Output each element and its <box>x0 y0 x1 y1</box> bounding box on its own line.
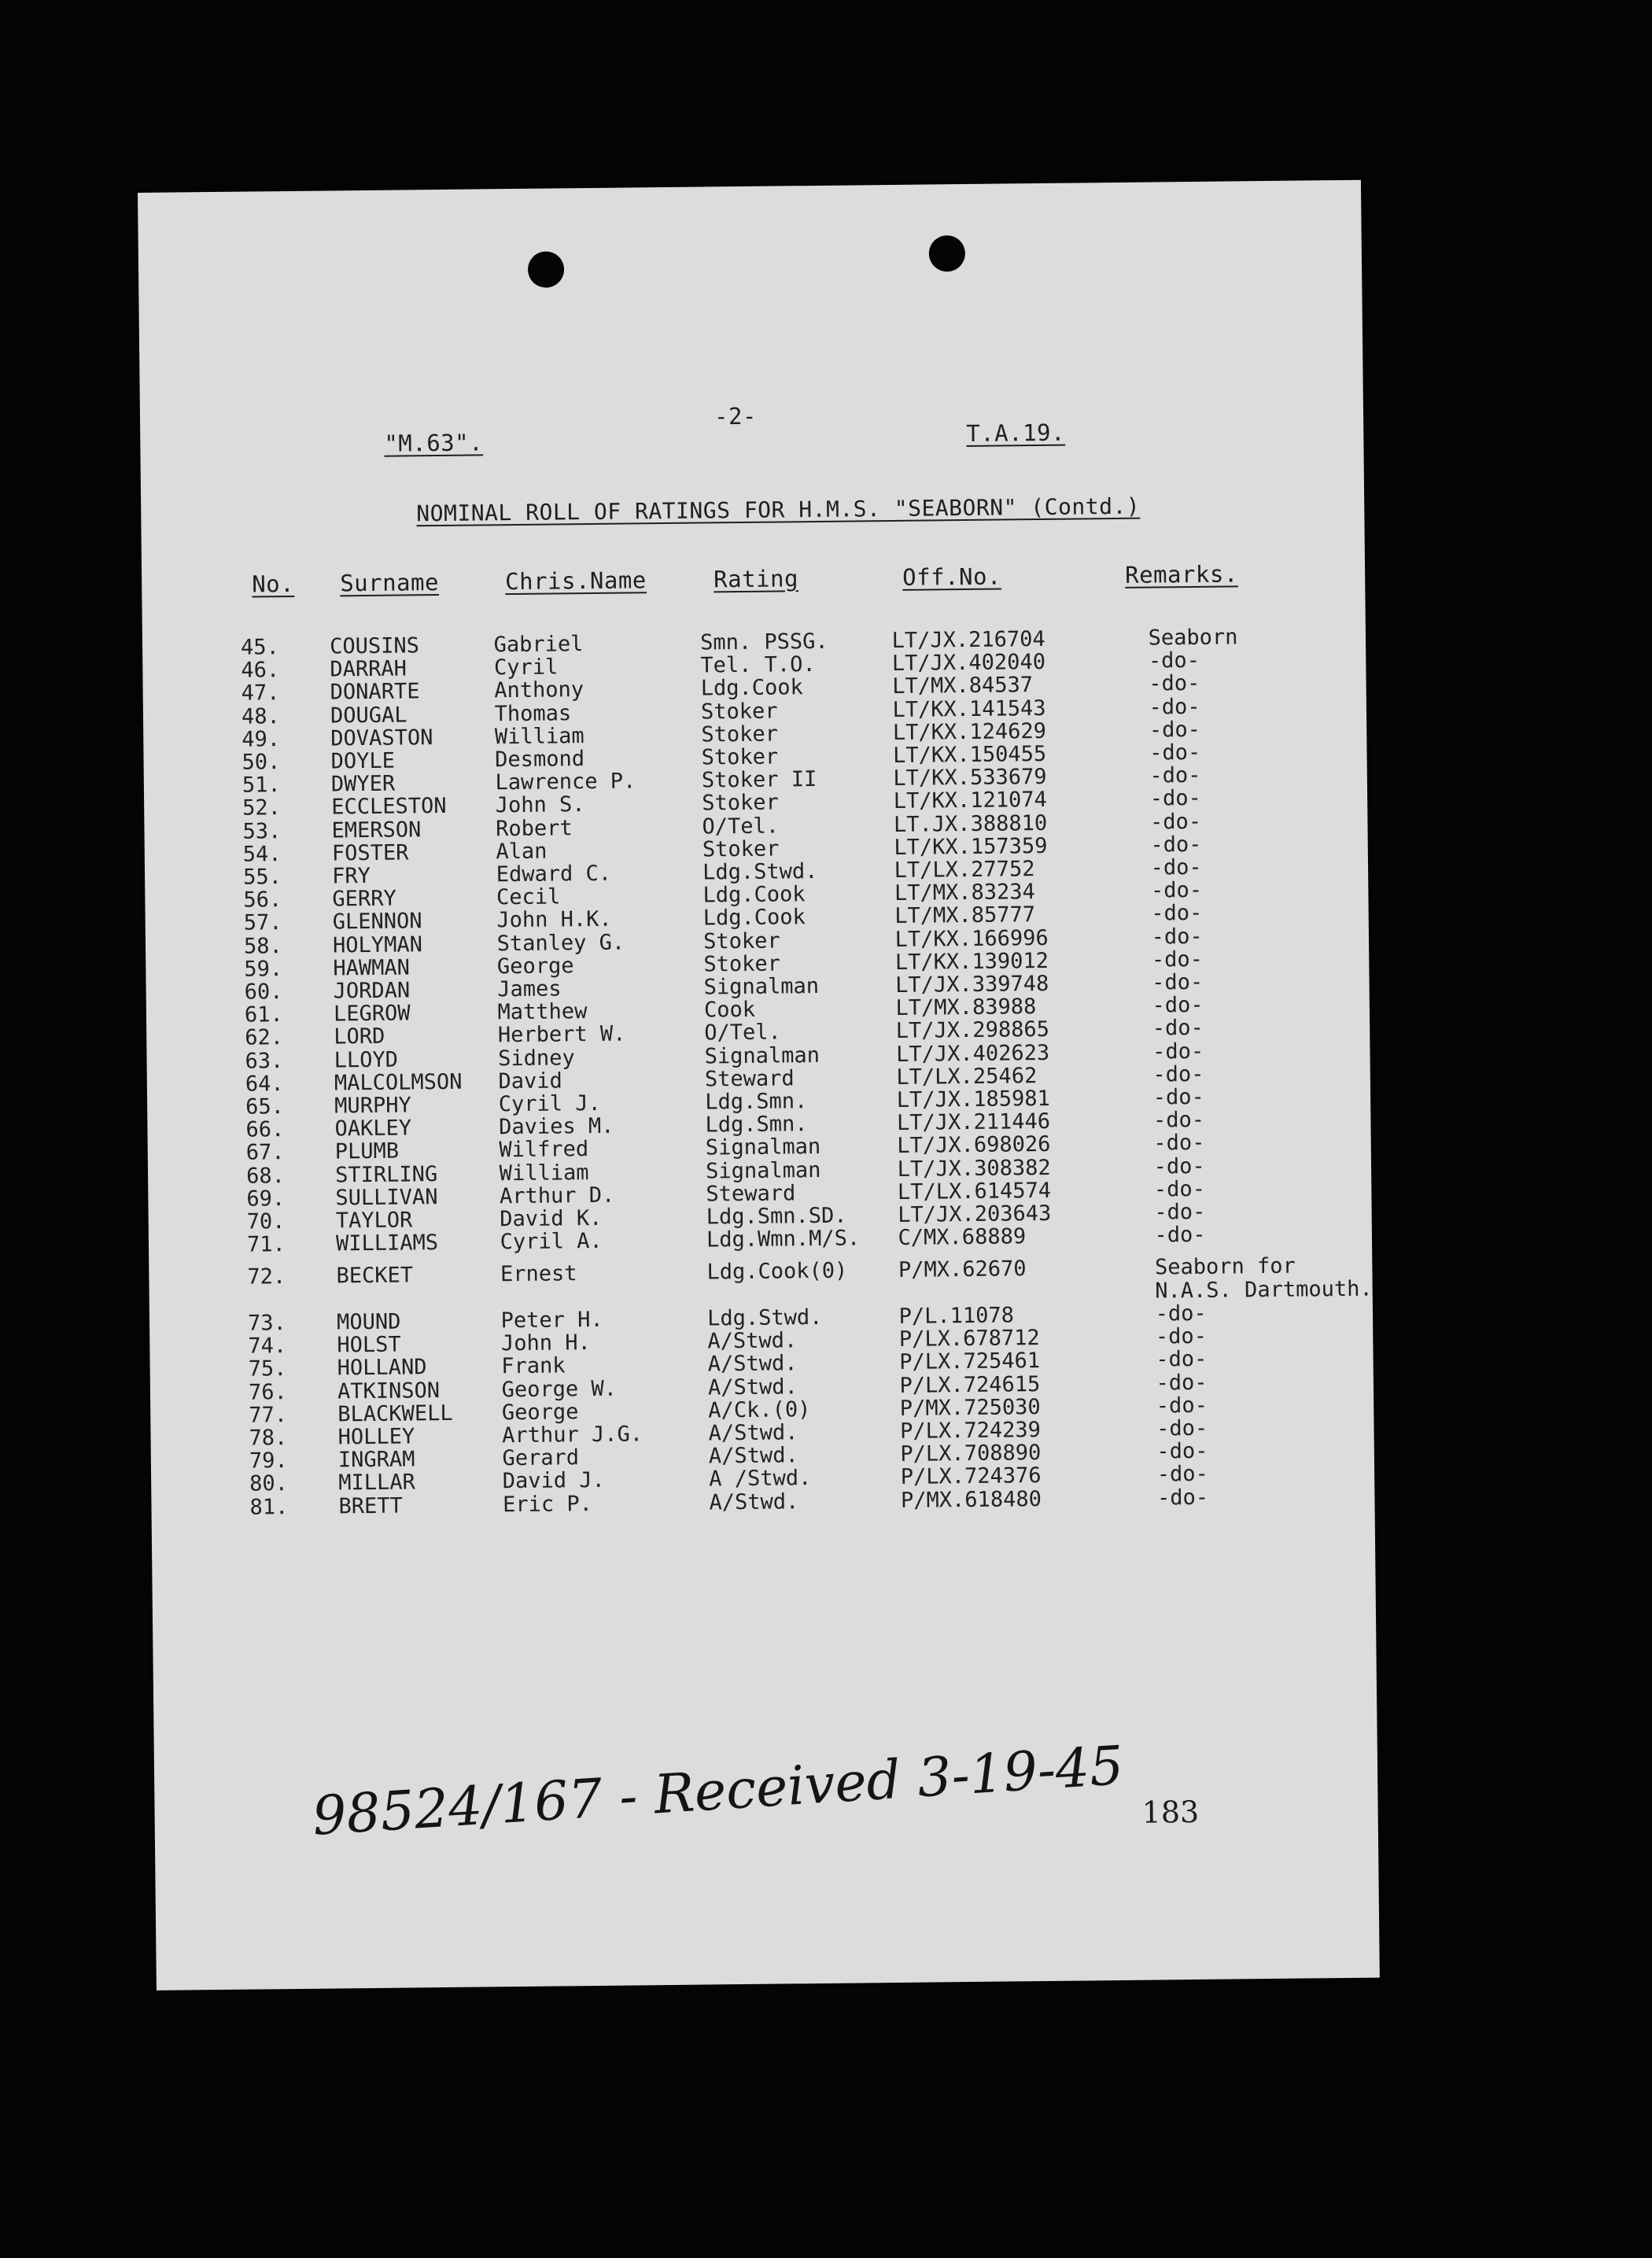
cell-chris: Cyril J. <box>498 1090 602 1117</box>
cell-surname: HOLST <box>337 1332 401 1358</box>
cell-no: 63. <box>245 1048 284 1074</box>
cell-rating: Stoker <box>700 699 778 725</box>
cell-chris: Sidney <box>498 1045 575 1071</box>
column-header-off-no: Off.No. <box>902 563 1002 591</box>
cell-surname: BRETT <box>338 1493 403 1518</box>
cell-chris: James <box>497 976 562 1002</box>
cell-chris: Cyril <box>493 655 559 681</box>
cell-no: 65. <box>245 1094 285 1120</box>
cell-off: LT/JX.339748 <box>895 971 1049 998</box>
cell-chris: Lawrence P. <box>495 769 636 795</box>
cell-off: P/MX.725030 <box>899 1394 1041 1421</box>
cell-off: LT/MX.83234 <box>894 880 1035 906</box>
cell-rating: Ldg.Cook(0) <box>706 1259 848 1285</box>
cell-off: LT/KX.157359 <box>894 833 1048 860</box>
cell-remarks: -do- <box>1149 694 1200 720</box>
cell-off: LT/JX.402040 <box>891 650 1046 677</box>
cell-remarks: -do- <box>1156 1462 1208 1487</box>
cell-rating: Ldg.Wmn.M/S. <box>706 1226 861 1253</box>
cell-no: 49. <box>242 726 281 752</box>
cell-rating: Signalman <box>703 974 820 1000</box>
cell-remarks: -do- <box>1156 1370 1208 1396</box>
cell-no: 54. <box>242 841 282 867</box>
cell-chris: David K. <box>500 1205 603 1232</box>
cell-surname: DWYER <box>330 771 396 797</box>
cell-off: LT/MX.85777 <box>894 902 1036 929</box>
cell-no: 47. <box>241 681 280 707</box>
cell-chris: Anthony <box>494 677 584 703</box>
cell-remarks: -do- <box>1155 1301 1207 1326</box>
cell-no: 68. <box>245 1163 286 1189</box>
cell-off: P/LX.724239 <box>899 1417 1042 1444</box>
cell-rating: Signalman <box>705 1157 821 1184</box>
cell-chris: John H. <box>500 1330 591 1356</box>
cell-surname: JORDAN <box>333 978 411 1004</box>
cell-chris: Robert <box>495 815 573 841</box>
cell-rating: A/Stwd. <box>708 1420 798 1446</box>
cell-surname: FRY <box>331 863 371 889</box>
cell-rating: Ldg.Stwd. <box>702 859 818 885</box>
cell-surname: DARRAH <box>330 656 407 682</box>
cell-remarks: -do- <box>1149 740 1201 766</box>
cell-no: 69. <box>246 1186 286 1212</box>
cell-surname: ECCLESTON <box>331 794 447 820</box>
cell-surname: LEGROW <box>333 1001 411 1027</box>
cell-off: LT/JX.308382 <box>897 1155 1051 1182</box>
cell-rating: Ldg.Smn. <box>705 1112 808 1138</box>
cell-surname: DOYLE <box>330 748 396 774</box>
cell-off: P/LX.678712 <box>898 1326 1040 1352</box>
cell-chris: Edward C. <box>496 861 612 887</box>
cell-rating: Stoker <box>703 951 781 977</box>
cell-off: LT/KX.124629 <box>892 718 1047 745</box>
cell-surname: GLENNON <box>332 909 422 935</box>
cell-chris: Gerard <box>502 1445 580 1471</box>
cell-remarks: -do- <box>1153 1131 1205 1157</box>
cell-remarks: -do- <box>1149 671 1200 696</box>
cell-remarks: -do- <box>1154 1199 1206 1225</box>
cell-remarks: -do- <box>1148 648 1200 673</box>
cell-chris: Alan <box>496 839 548 865</box>
cell-no: 77. <box>249 1402 288 1428</box>
cell-rating: Ldg.Cook <box>702 905 806 931</box>
cell-chris: George W. <box>501 1376 618 1402</box>
cell-surname: HAWMAN <box>333 955 411 981</box>
cell-remarks: -do- <box>1150 854 1202 880</box>
cell-chris: David <box>498 1068 562 1094</box>
cell-chris: Cyril A. <box>500 1229 603 1255</box>
cell-off: LT/KX.533679 <box>893 765 1047 791</box>
cell-off: LT/KX.150455 <box>892 741 1047 768</box>
cell-remarks-continued: N.A.S. Dartmouth. <box>1155 1276 1373 1304</box>
cell-rating: A/Stwd. <box>709 1489 799 1515</box>
cell-off: LT/LX.27752 <box>894 857 1035 884</box>
cell-no: 55. <box>242 865 282 890</box>
cell-no: 61. <box>244 1002 283 1028</box>
cell-no: 53. <box>242 818 282 844</box>
cell-surname: INGRAM <box>337 1447 415 1473</box>
cell-chris: Davies M. <box>498 1113 614 1140</box>
cell-surname: SULLIVAN <box>335 1184 438 1211</box>
handwritten-received-note: 98524/167 - Received 3-19-45 <box>310 1735 1126 1848</box>
cell-remarks: -do- <box>1150 832 1202 858</box>
cell-surname: MALCOLMSON <box>334 1069 463 1096</box>
cell-remarks: -do- <box>1152 969 1204 995</box>
cell-rating: A/Stwd. <box>707 1328 798 1354</box>
cell-chris: John S. <box>495 792 585 818</box>
cell-surname: ATKINSON <box>337 1378 441 1404</box>
cell-off: LT/JX.698026 <box>897 1132 1051 1159</box>
cell-chris: Stanley G. <box>496 930 625 956</box>
cell-chris: Cecil <box>496 884 561 910</box>
cell-no: 58. <box>243 933 282 959</box>
cell-no: 67. <box>245 1140 285 1166</box>
cell-chris: Ernest <box>500 1261 577 1287</box>
cell-no: 66. <box>245 1117 285 1142</box>
cell-rating: O/Tel. <box>704 1020 782 1046</box>
cell-chris: George <box>496 954 574 980</box>
cell-no: 70. <box>246 1209 286 1234</box>
cell-rating: Tel. T.O. <box>700 652 816 678</box>
column-header-no: No. <box>252 570 295 598</box>
cell-rating: O/Tel. <box>702 814 780 839</box>
column-header-remarks: Remarks. <box>1124 560 1239 588</box>
cell-no: 64. <box>245 1071 284 1097</box>
cell-surname: OAKLEY <box>334 1116 412 1142</box>
cell-chris: Herbert W. <box>497 1022 626 1048</box>
cell-rating: Signalman <box>705 1135 821 1160</box>
cell-surname: DOVASTON <box>330 725 433 751</box>
cell-off: LT/JX.185981 <box>896 1086 1050 1113</box>
cell-no: 56. <box>243 887 282 913</box>
page-number: 183 <box>1141 1794 1200 1830</box>
cell-chris: George <box>501 1399 579 1425</box>
cell-surname: WILLIAMS <box>335 1230 439 1256</box>
cell-surname: BECKET <box>336 1263 414 1289</box>
cell-chris: Wilfred <box>499 1137 589 1163</box>
cell-remarks: -do- <box>1152 1016 1204 1042</box>
nominal-roll-table <box>241 625 1375 1519</box>
cell-remarks: -do- <box>1156 1415 1208 1441</box>
cell-remarks: -do- <box>1149 786 1201 811</box>
cell-no: 76. <box>248 1379 287 1405</box>
cell-off: P/LX.724615 <box>899 1371 1041 1398</box>
cell-no: 57. <box>243 910 282 936</box>
cell-chris: Matthew <box>497 999 588 1025</box>
cell-remarks: -do- <box>1152 1061 1204 1087</box>
cell-surname: LLOYD <box>334 1047 399 1073</box>
cell-no: 62. <box>245 1025 284 1051</box>
cell-off: P/MX.62670 <box>898 1256 1027 1283</box>
document-page <box>138 180 1380 1991</box>
cell-off: P/LX.724376 <box>900 1463 1042 1490</box>
cell-no: 45. <box>240 635 280 660</box>
nominal-roll-body <box>241 625 1375 1519</box>
cell-off: P/LX.708890 <box>900 1441 1042 1467</box>
cell-rating: Ldg.Cook <box>700 675 803 701</box>
cell-rating: A/Stwd. <box>707 1351 798 1377</box>
cell-chris: Gabriel <box>493 632 584 658</box>
cell-chris: William <box>494 723 584 750</box>
cell-surname: MILLAR <box>338 1470 415 1496</box>
cell-off: LT/LX.25462 <box>896 1063 1038 1090</box>
document-title: NOMINAL ROLL OF RATINGS FOR H.M.S. "SEABORN" (Contd.) <box>416 493 1141 527</box>
cell-chris: Thomas <box>494 700 572 726</box>
cell-off: LT/MX.83988 <box>895 994 1037 1021</box>
cell-remarks: -do- <box>1156 1393 1208 1419</box>
cell-no: 46. <box>241 658 280 683</box>
cell-rating: Steward <box>704 1066 795 1092</box>
punch-hole-left <box>528 251 564 287</box>
cell-surname: TAYLOR <box>335 1208 413 1234</box>
cell-rating: Stoker <box>702 836 780 862</box>
cell-remarks: -do- <box>1149 809 1202 835</box>
cell-rating: Steward <box>706 1181 796 1207</box>
cell-no: 81. <box>249 1494 289 1520</box>
cell-rating: Stoker <box>702 790 779 816</box>
cell-remarks: Seaborn <box>1148 625 1238 651</box>
cell-off: LT/JX.216704 <box>891 626 1045 653</box>
cell-rating: Stoker <box>702 928 780 954</box>
cell-rating: A/Ck.(0) <box>708 1396 811 1423</box>
cell-chris: William <box>499 1160 589 1186</box>
cell-surname: LORD <box>334 1024 385 1050</box>
cell-remarks: -do- <box>1152 1108 1205 1133</box>
cell-chris: Arthur J.G. <box>502 1422 643 1448</box>
cell-off: LT/KX.139012 <box>894 948 1049 975</box>
cell-no: 79. <box>249 1448 288 1474</box>
cell-off: C/MX.68889 <box>898 1224 1027 1251</box>
cell-off: P/LX.725461 <box>899 1349 1041 1375</box>
cell-surname: GERRY <box>332 886 396 912</box>
cell-chris: Desmond <box>495 747 585 773</box>
cell-remarks: -do- <box>1153 1153 1205 1179</box>
cell-remarks: -do- <box>1153 1176 1206 1202</box>
cell-remarks: -do- <box>1152 1084 1204 1110</box>
cell-remarks: -do- <box>1149 717 1201 743</box>
cell-no: 75. <box>248 1356 287 1382</box>
cell-no: 51. <box>242 773 281 798</box>
cell-remarks: Seaborn for <box>1154 1254 1296 1281</box>
cell-no: 60. <box>244 980 283 1005</box>
right-reference: T.A.19. <box>966 419 1066 447</box>
cell-rating: Stoker <box>701 721 779 747</box>
cell-chris: Peter H. <box>500 1307 603 1334</box>
cell-no: 72. <box>247 1264 286 1290</box>
cell-rating: A/Stwd. <box>707 1374 798 1400</box>
cell-off: LT/KX.141543 <box>892 695 1046 722</box>
cell-surname: STIRLING <box>334 1161 438 1188</box>
cell-chris: Eric P. <box>502 1491 593 1517</box>
cell-surname: MOUND <box>336 1309 401 1335</box>
cell-surname: DONARTE <box>330 679 420 705</box>
cell-surname: BLACKWELL <box>337 1400 453 1427</box>
cell-surname: FOSTER <box>331 840 409 866</box>
cell-off: LT/JX.402623 <box>895 1040 1050 1067</box>
cell-surname: HOLLEY <box>337 1424 415 1450</box>
cell-remarks: -do- <box>1156 1347 1208 1372</box>
cell-remarks: -do- <box>1150 878 1203 903</box>
cell-chris: David J. <box>502 1468 606 1494</box>
column-header-chris-name: Chris.Name <box>505 566 647 596</box>
cell-rating: Cook <box>703 998 756 1023</box>
cell-off: LT/JX.211446 <box>896 1109 1051 1136</box>
cell-no: 78. <box>249 1426 288 1451</box>
cell-chris: Frank <box>501 1353 566 1379</box>
cell-no: 80. <box>249 1471 289 1496</box>
column-header-rating: Rating <box>714 565 799 593</box>
cell-remarks: -do- <box>1152 1039 1204 1064</box>
cell-off: P/L.11078 <box>898 1303 1015 1329</box>
cell-surname: PLUMB <box>334 1139 400 1164</box>
cell-remarks: -do- <box>1151 924 1203 950</box>
cell-chris: John H.K. <box>496 907 612 933</box>
left-reference: "M.63". <box>384 429 484 457</box>
cell-remarks: -do- <box>1156 1438 1208 1464</box>
cell-surname: COUSINS <box>329 633 420 659</box>
cell-rating: Smn. PSSG. <box>699 629 828 655</box>
cell-surname: HOLLAND <box>337 1355 427 1381</box>
cell-no: 71. <box>246 1232 286 1257</box>
cell-surname: EMERSON <box>331 817 422 843</box>
cell-rating: Ldg.Smn.SD. <box>706 1203 847 1230</box>
cell-no: 74. <box>248 1334 287 1359</box>
cell-off: LT/MX.84537 <box>892 673 1034 699</box>
cell-off: LT/LX.614574 <box>897 1178 1052 1205</box>
cell-off: LT.JX.388810 <box>893 810 1048 837</box>
cell-off: P/MX.618480 <box>900 1486 1042 1513</box>
cell-no: 73. <box>247 1310 286 1336</box>
cell-surname: HOLYMAN <box>332 932 423 958</box>
cell-rating: Ldg.Smn. <box>705 1089 808 1115</box>
cell-rating: Signalman <box>704 1042 820 1069</box>
cell-remarks: -do- <box>1149 763 1201 788</box>
punch-hole-right <box>929 235 965 271</box>
cell-surname: DOUGAL <box>330 703 407 729</box>
cell-remarks: -do- <box>1156 1485 1209 1511</box>
cell-no: 48. <box>241 703 280 729</box>
cell-no: 52. <box>242 795 282 821</box>
cell-remarks: -do- <box>1152 993 1204 1018</box>
cell-no: 59. <box>244 956 283 982</box>
cell-rating: A/Stwd. <box>708 1443 798 1469</box>
cell-off: LT/KX.166996 <box>894 925 1049 952</box>
cell-remarks: -do- <box>1154 1223 1206 1248</box>
cell-rating: Ldg.Cook <box>702 882 806 908</box>
cell-surname: MURPHY <box>334 1093 411 1119</box>
column-header-surname: Surname <box>340 569 440 597</box>
cell-rating: Stoker II <box>701 767 817 793</box>
cell-rating: Ldg.Stwd. <box>706 1304 823 1331</box>
cell-off: LT/JX.203643 <box>898 1201 1052 1228</box>
cell-remarks: -do- <box>1151 901 1203 926</box>
cell-remarks: -do- <box>1155 1323 1208 1349</box>
cell-remarks: -do- <box>1151 946 1204 972</box>
cell-rating: A /Stwd. <box>709 1466 812 1492</box>
cell-off: LT/KX.121074 <box>893 788 1047 814</box>
cell-chris: Arthur D. <box>499 1182 615 1209</box>
page-marker: -2- <box>714 402 758 430</box>
cell-no: 50. <box>242 750 281 775</box>
cell-rating: Stoker <box>701 744 779 770</box>
cell-off: LT/JX.298865 <box>895 1017 1050 1044</box>
